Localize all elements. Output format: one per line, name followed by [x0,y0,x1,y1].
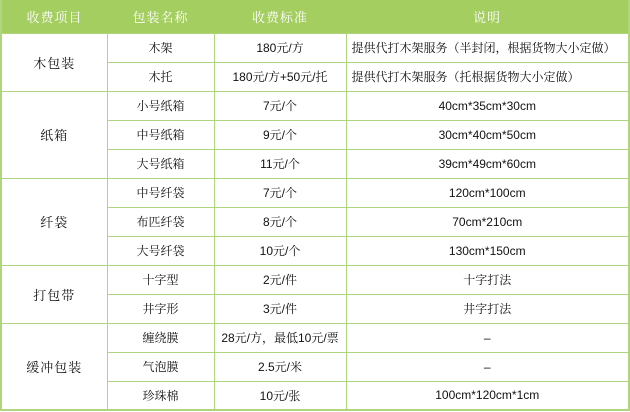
table-row [1,265,629,294]
description-cell: 十字打法 [346,265,629,294]
description-cell: 40cm*35cm*30cm [346,91,629,120]
description-cell: 120cm*100cm [346,178,629,207]
package-name-cell: 井字形 [107,294,214,323]
description-cell: 30cm*40cm*50cm [346,120,629,149]
description-cell: 提供代打木架服务（托根据货物大小定做） [346,62,629,91]
fee-standard-cell: 9元/个 [214,120,346,149]
fee-standard-cell: 10元/个 [214,236,346,265]
package-name-cell: 木架 [107,33,214,62]
fee-standard-cell: 3元/件 [214,294,346,323]
package-name-cell: 大号纸箱 [107,149,214,178]
package-name-cell: 十字型 [107,265,214,294]
fee-standard-cell: 7元/个 [214,178,346,207]
fee-standard-cell: 8元/个 [214,207,346,236]
package-name-cell: 木托 [107,62,214,91]
category-cell: 缓冲包装 [1,323,107,410]
package-name-cell: 中号纤袋 [107,178,214,207]
fee-standard-cell: 180元/方 [214,33,346,62]
table-row [1,33,629,62]
fee-standard-cell: 2元/件 [214,265,346,294]
description-cell: 39cm*49cm*60cm [346,149,629,178]
table-row [1,91,629,120]
category-cell: 纸箱 [1,91,107,178]
fee-standard-cell: 180元/方+50元/托 [214,62,346,91]
package-name-cell: 小号纸箱 [107,91,214,120]
package-name-cell: 缠绕膜 [107,323,214,352]
package-name-cell: 珍珠棉 [107,381,214,410]
category-cell: 木包装 [1,33,107,91]
fee-table-body [1,33,629,410]
table-row [1,323,629,352]
fee-standard-cell: 2.5元/米 [214,352,346,381]
fee-standard-cell: 11元/个 [214,149,346,178]
description-cell: – [346,352,629,381]
package-name-cell: 气泡膜 [107,352,214,381]
package-name-cell: 大号纤袋 [107,236,214,265]
header-description: 说明 [346,0,629,33]
header-fee-standard: 收费标准 [214,0,346,33]
description-cell: 井字打法 [346,294,629,323]
header-package-name: 包装名称 [107,0,214,33]
table-row [1,178,629,207]
fee-standard-cell: 7元/个 [214,91,346,120]
fee-standard-cell: 10元/张 [214,381,346,410]
description-cell: 70cm*210cm [346,207,629,236]
description-cell: 100cm*120cm*1cm [346,381,629,410]
header-fee-item: 收费项目 [1,0,107,33]
package-name-cell: 布匹纤袋 [107,207,214,236]
header-row [1,0,629,33]
description-cell: 130cm*150cm [346,236,629,265]
category-cell: 打包带 [1,265,107,323]
description-cell: – [346,323,629,352]
category-cell: 纤袋 [1,178,107,265]
description-cell: 提供代打木架服务（半封闭，根据货物大小定做） [346,33,629,62]
package-name-cell: 中号纸箱 [107,120,214,149]
fee-standard-cell: 28元/方，最低10元/票 [214,323,346,352]
